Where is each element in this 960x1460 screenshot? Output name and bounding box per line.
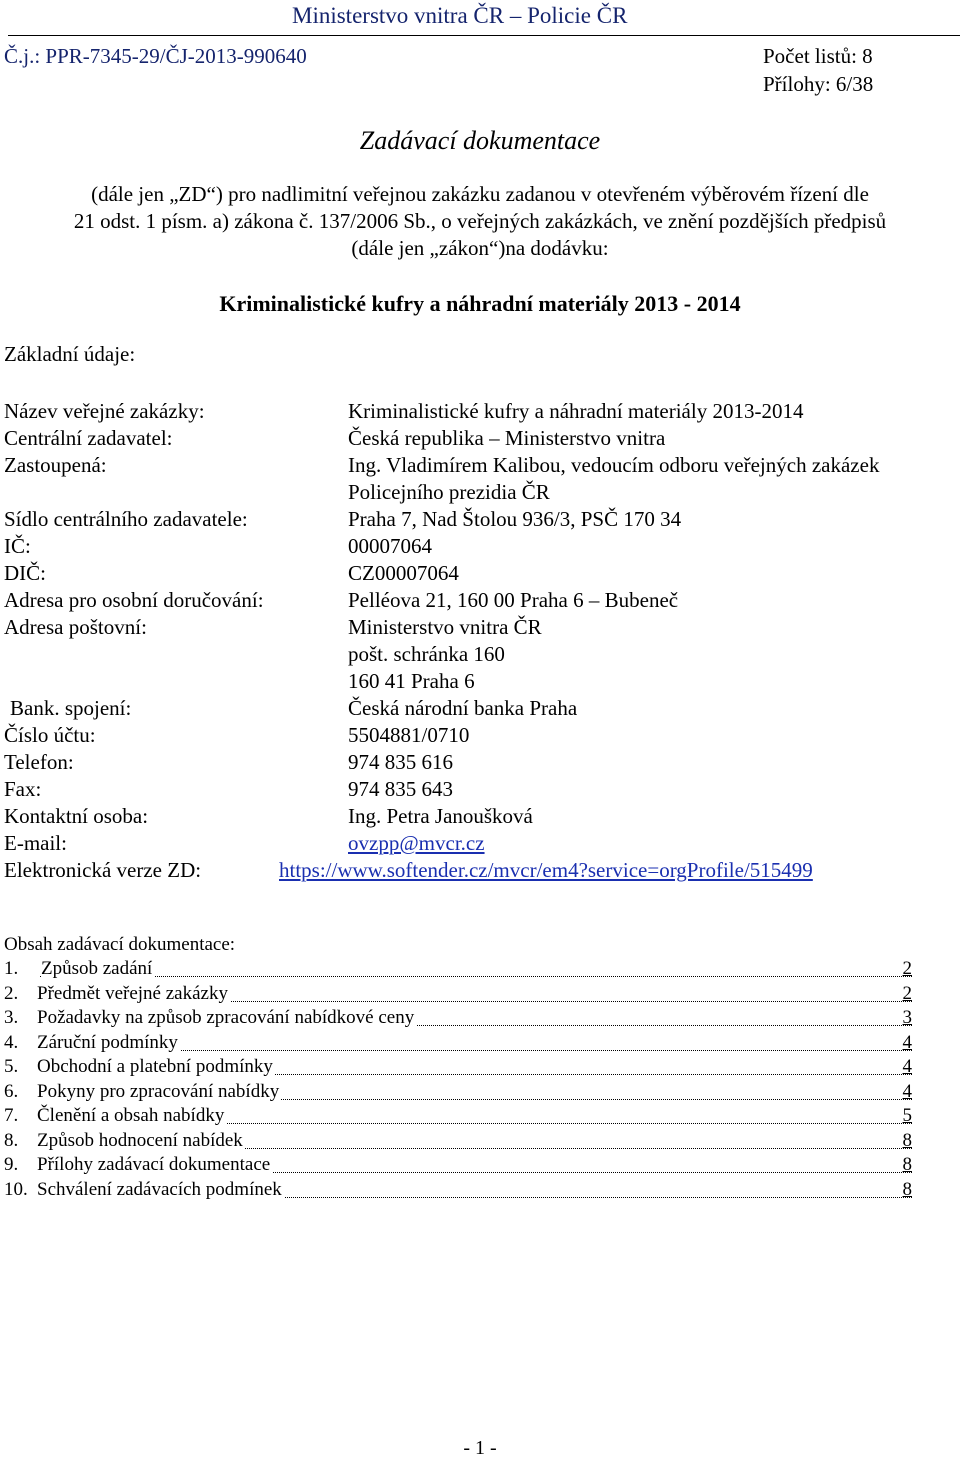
toc-item-page: 8 [902, 1178, 912, 1200]
toc-item-page: 5 [902, 1105, 912, 1126]
toc-leader-dots [40, 976, 912, 977]
toc-item-page: 2 [902, 958, 912, 979]
header-divider [8, 35, 960, 36]
toc-item-number: 9. [4, 1154, 19, 1175]
toc-item[interactable] [0, 1007, 960, 1031]
intro-line: (dále jen „zákon“)na dodávku: [351, 236, 609, 260]
toc-item-page: 4 [902, 1080, 912, 1102]
toc-item[interactable] [0, 1032, 960, 1056]
basic-data-label: Adresa poštovní: [4, 615, 147, 639]
basic-data-value: Kriminalistické kufry a náhradní materiály 2013-2014 [348, 399, 804, 423]
toc-item-label: Požadavky na způsob zpracování nabídkové ceny [37, 1007, 415, 1028]
toc-item-page: 8 [902, 1129, 912, 1151]
toc-item-number: 2. [4, 982, 19, 1004]
document-title: Zadávací dokumentace [359, 126, 601, 155]
toc-item-number: 7. [4, 1105, 19, 1126]
toc-item[interactable] [0, 1105, 960, 1129]
basic-data-value: 974 835 643 [348, 777, 453, 801]
header-organization: Ministerstvo vnitra ČR – Policie ČR [292, 3, 628, 28]
toc-item-number: 6. [4, 1080, 19, 1102]
basic-data-value: pošt. schránka 160 [348, 642, 505, 666]
toc-item[interactable] [0, 983, 960, 1007]
toc-item[interactable] [0, 1081, 960, 1105]
toc-item-number: 8. [4, 1129, 19, 1151]
toc-item[interactable] [0, 1130, 960, 1154]
toc-item-label: Způsob hodnocení nabídek [37, 1129, 243, 1151]
toc-item-number: 10. [4, 1178, 28, 1200]
basic-data-label: Zastoupená: [4, 453, 107, 477]
page-number: - 1 - [463, 1437, 497, 1459]
basic-data-value: 5504881/0710 [348, 723, 470, 747]
basic-data-label: DIČ: [4, 561, 46, 585]
pages-count: Počet listů: 8 [763, 44, 873, 68]
basic-data-label: Název veřejné zakázky: [4, 399, 205, 423]
basic-data-label: Číslo účtu: [4, 723, 96, 747]
toc-item-page: 4 [902, 1056, 912, 1077]
toc-item-label: Záruční podmínky [37, 1031, 178, 1053]
electronic-version-link[interactable]: https://www.softender.cz/mvcr/em4?service=orgProfile/515499 [279, 858, 813, 882]
basic-data-label: IČ: [4, 534, 31, 558]
toc-title: Obsah zadávací dokumentace: [4, 934, 236, 955]
reference-number: Č.j.: PPR-7345-29/ČJ-2013-990640 [4, 44, 307, 68]
basic-data-label: Telefon: [4, 750, 74, 774]
attachments-count: Přílohy: 6/38 [763, 72, 874, 96]
basic-data-value: Ing. Vladimírem Kalibou, vedoucím odboru veřejných zakázek [348, 453, 880, 477]
basic-data-label: Elektronická verze ZD: [4, 858, 202, 882]
basic-data-label: Sídlo centrálního zadavatele: [4, 507, 248, 531]
basic-data-label: Centrální zadavatel: [4, 426, 173, 450]
toc-item[interactable] [0, 1056, 960, 1080]
basic-data-label: Bank. spojení: [10, 696, 132, 720]
toc-item-number: 5. [4, 1056, 19, 1077]
toc-item-label: Členění a obsah nabídky [37, 1105, 225, 1126]
basic-data-value: 974 835 616 [348, 750, 453, 774]
toc-item-label: Způsob zadání [41, 958, 153, 979]
email-link[interactable]: ovzpp@mvcr.cz [348, 831, 485, 855]
toc-item-number: 4. [4, 1031, 19, 1053]
toc-item-label: Schválení zadávacích podmínek [37, 1178, 282, 1200]
toc-item-page: 3 [902, 1007, 912, 1028]
basic-data-label: Kontaktní osoba: [4, 804, 149, 828]
basic-data-value: Česká národní banka Praha [348, 696, 578, 720]
basic-data-value: Ministerstvo vnitra ČR [348, 615, 542, 639]
basic-data-label: E-mail: [4, 831, 67, 855]
toc-item-page: 4 [902, 1031, 912, 1053]
intro-line: (dále jen „ZD“) pro nadlimitní veřejnou zakázku zadanou v otevřeném výběrovém řízení dle [91, 182, 869, 206]
toc-item-label: Pokyny pro zpracování nabídky [37, 1080, 280, 1102]
toc-item-number: 3. [4, 1007, 19, 1028]
toc-item-label: Přílohy zadávací dokumentace [37, 1154, 271, 1175]
toc-item-page: 2 [902, 982, 912, 1004]
intro-line: 21 odst. 1 písm. a) zákona č. 137/2006 Sb., o veřejných zakázkách, ve znění pozdějších předpisů [73, 209, 887, 233]
toc-item[interactable] [0, 1179, 960, 1203]
basic-data-value: Česká republika – Ministerstvo vnitra [348, 426, 666, 450]
toc-item[interactable] [0, 1154, 960, 1178]
basic-data-value: Pelléova 21, 160 00 Praha 6 – Bubeneč [348, 588, 679, 612]
basic-data-label: Adresa pro osobní doručování: [4, 588, 264, 612]
basic-data-label: Fax: [4, 777, 42, 801]
toc-item-number: 1. [4, 958, 19, 979]
basic-data-value: CZ00007064 [348, 561, 459, 585]
toc-item-label: Obchodní a platební podmínky [37, 1056, 273, 1077]
basic-data-value: 00007064 [348, 534, 432, 558]
toc-item-page: 8 [902, 1154, 912, 1175]
basic-data-value: Ing. Petra Janoušková [348, 804, 533, 828]
basic-data-value: Praha 7, Nad Štolou 936/3, PSČ 170 34 [348, 507, 682, 531]
basic-data-heading: Základní údaje: [4, 342, 136, 366]
basic-data-value: Policejního prezidia ČR [348, 480, 550, 504]
toc-item[interactable] [0, 958, 960, 982]
toc-item-label: Předmět veřejné zakázky [37, 982, 228, 1004]
contract-subject: Kriminalistické kufry a náhradní materiály 2013 - 2014 [219, 291, 741, 316]
basic-data-value: 160 41 Praha 6 [348, 669, 475, 693]
